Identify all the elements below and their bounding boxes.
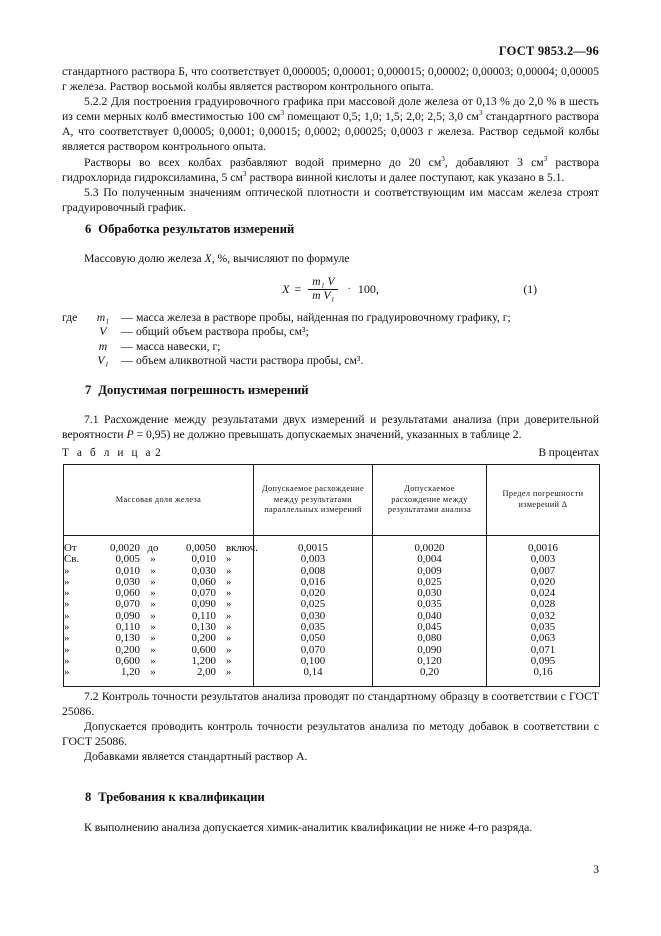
formula-fraction <box>308 276 338 303</box>
table-row <box>64 656 600 667</box>
cell-parallel-divergence: 0,050 <box>254 633 373 644</box>
cell-error-limit: 0,071 <box>487 645 600 656</box>
cell-analysis-divergence: 0,035 <box>373 599 487 610</box>
cell-parallel-divergence: 0,008 <box>254 566 373 577</box>
table-row <box>64 633 600 644</box>
range-part-r2: 1,20 <box>120 666 140 679</box>
range-part-r2: 0,200 <box>115 643 140 656</box>
table-row <box>64 622 600 633</box>
cell-mass-fraction-range <box>64 667 254 686</box>
paragraph-7-2-standard-solution: Добавками является стандартный раствор А. <box>84 750 308 764</box>
cell-analysis-divergence: 0,120 <box>373 656 487 667</box>
header-error-limit: Предел погрешности измерений Δ <box>487 465 600 536</box>
cell-error-limit: 0,007 <box>487 566 600 577</box>
range-part-r3: » <box>150 621 156 634</box>
range-part-r2: 0,010 <box>115 564 140 577</box>
range-part-r2: 0,005 <box>115 553 140 566</box>
range-part-r3: » <box>150 553 156 566</box>
legend-symbol: m₁ <box>96 311 110 324</box>
legend-row <box>62 340 599 354</box>
range-part-r2: 0,110 <box>115 621 140 634</box>
range-part-r1: » <box>64 598 70 611</box>
legend-row <box>62 354 599 368</box>
range-part-r4: 0,200 <box>191 632 216 645</box>
range-part-r4: 0,600 <box>191 643 216 656</box>
cell-error-limit: 0,16 <box>487 667 600 686</box>
cell-error-limit: 0,032 <box>487 611 600 622</box>
superscript-cubic: 3 <box>242 169 247 178</box>
range-part-r5: включ. <box>226 542 258 554</box>
paragraph-7-1: 7.1 Расхождение между результатами двух измерений и результатами анализа (при доверительной вероятности P = 0,95) не должно превышать допускаемых значений, указанных в таблице 2. <box>62 413 599 442</box>
intro-paragraph-block <box>62 64 599 215</box>
range-part-r4: 0,070 <box>191 587 216 600</box>
range-part-r1: » <box>64 632 70 645</box>
legend-symbol: V <box>99 325 107 339</box>
cell-error-limit: 0,028 <box>487 599 600 610</box>
range-part-r1: » <box>64 643 70 656</box>
range-part-r1: » <box>64 587 70 600</box>
legend-definition: объем аликвотной части раствора пробы, см³. <box>136 354 364 368</box>
range-expression <box>64 599 253 610</box>
range-part-r3: до <box>147 542 159 554</box>
cell-analysis-divergence: 0,090 <box>373 645 487 656</box>
cell-error-limit: 0,0016 <box>487 536 600 555</box>
table-body <box>64 536 600 687</box>
range-part-r1: » <box>64 666 70 679</box>
range-expression <box>64 588 253 599</box>
paragraph-7-2: 7.2 Контроль точности результатов анализа проводят по стандартному образцу в соответствии с ГОСТ 25086. <box>62 690 599 719</box>
formula-expression <box>282 276 379 303</box>
legend-lead: где <box>62 311 78 324</box>
range-part-r2: 0,0020 <box>110 542 140 554</box>
table-units-note: В процентах <box>538 447 599 459</box>
legend-symbol: V₁ <box>97 354 109 368</box>
section-title: Требования к квалификации <box>98 790 265 804</box>
range-part-r2: 0,600 <box>115 654 140 667</box>
section-number: 7 <box>85 383 92 397</box>
header-analysis-divergence: Допускаемое расхождение между результатами анализа <box>373 465 487 536</box>
legend-dash: — <box>121 325 133 339</box>
formula-equals: = <box>294 281 302 296</box>
range-part-r5: » <box>226 643 232 656</box>
formula-denominator: m V₁ <box>312 289 335 302</box>
table-row <box>64 645 600 656</box>
cell-mass-fraction-range <box>64 536 258 555</box>
range-part-r2: 0,030 <box>115 575 140 588</box>
legend-definition: масса железа в растворе пробы, найденная по градуировочному графику, г; <box>136 311 511 324</box>
range-part-r4: 0,110 <box>191 609 216 622</box>
range-part-r1: » <box>64 621 70 634</box>
table-header-row <box>64 465 600 536</box>
superscript-cubic: 3 <box>280 109 284 118</box>
cell-mass-fraction-range <box>64 566 254 577</box>
paragraph-7-1-block <box>62 412 599 442</box>
legend-symbol: m <box>98 339 108 353</box>
range-part-r4: 0,090 <box>191 598 216 611</box>
cell-analysis-divergence: 0,040 <box>373 611 487 622</box>
cell-parallel-divergence: 0,100 <box>254 656 373 667</box>
formula-legend <box>62 311 599 369</box>
range-part-r3: » <box>150 564 156 577</box>
range-part-r3: » <box>150 654 156 667</box>
range-part-r5: » <box>226 587 232 600</box>
table-row <box>64 536 600 555</box>
range-part-r2: 0,130 <box>115 632 140 645</box>
cell-analysis-divergence: 0,009 <box>373 566 487 577</box>
table-row <box>64 667 600 686</box>
range-expression <box>64 633 253 644</box>
range-part-r3: » <box>150 575 156 588</box>
formula-intro-block <box>62 251 599 266</box>
paragraph-5-2-2: 5.2.2 Для построения градуировочного графика при массовой доле железа от 0,13 % до 2,0 % в шесть из семи мерных колб вместимостью 100 $см^3$ помещают 0,5; 1,0; 1,5; 2,0; 2,5; 3,0 $см^3$ стандартного раствора А, что соответствует 0,00005; 0,0001; 0,00015; 0,0002; 0,00025; 0,0003 г железа. Раствор седьмой колбы является раствором контрольного опыта. <box>62 95 599 154</box>
range-part-r5: » <box>226 666 232 679</box>
header-mass-fraction: Массовая доля железа <box>64 465 254 536</box>
range-part-r1: » <box>64 654 70 667</box>
range-part-r1: » <box>64 564 70 577</box>
page-number: 3 <box>593 863 599 876</box>
paragraph-8-1: К выполнению анализа допускается химик-аналитик квалификации не ниже 4-го разряда. <box>84 821 533 834</box>
cell-error-limit: 0,024 <box>487 588 600 599</box>
legend-dash: — <box>121 354 133 368</box>
section-title: Обработка результатов измерений <box>98 222 295 236</box>
cell-error-limit: 0,063 <box>487 633 600 644</box>
range-part-r3: » <box>150 632 156 645</box>
range-part-r4: 0,010 <box>191 553 216 566</box>
cell-analysis-divergence: 0,20 <box>373 667 487 686</box>
variable-x: X <box>204 252 212 265</box>
range-expression <box>64 611 253 622</box>
section-number: 8 <box>85 790 92 804</box>
range-part-r1: » <box>64 609 70 622</box>
range-part-r4: 0,030 <box>191 564 216 577</box>
cell-mass-fraction-range <box>64 633 254 644</box>
range-expression <box>64 622 253 633</box>
range-part-r4: 1,200 <box>191 654 216 667</box>
range-part-r2: 0,070 <box>115 598 140 611</box>
section-number: 6 <box>85 222 92 236</box>
range-part-r3: » <box>150 666 156 679</box>
range-part-r4: 0,130 <box>191 621 216 634</box>
range-part-r5: » <box>226 598 232 611</box>
cell-analysis-divergence: 0,0020 <box>373 536 487 555</box>
section-heading-8 <box>85 790 265 805</box>
table-row <box>64 599 600 610</box>
range-part-r5: » <box>226 654 232 667</box>
cell-mass-fraction-range <box>64 611 254 622</box>
cell-parallel-divergence: 0,016 <box>254 577 373 588</box>
range-part-r1: » <box>64 575 70 588</box>
cell-mass-fraction-range <box>64 599 254 610</box>
range-part-r3: » <box>150 598 156 611</box>
range-expression <box>64 667 253 678</box>
paragraph-formula-intro: Массовую долю железа X, %, вычисляют по формуле <box>84 252 350 265</box>
superscript-cubic: 3 <box>478 109 483 118</box>
paragraph-8-block <box>62 820 599 835</box>
table-row <box>64 588 600 599</box>
cell-parallel-divergence: 0,020 <box>254 588 373 599</box>
cell-error-limit: 0,003 <box>487 554 600 565</box>
section-heading-6 <box>85 222 294 237</box>
tolerance-table <box>63 464 600 687</box>
range-part-r5: » <box>226 621 232 634</box>
cell-mass-fraction-range <box>64 622 254 633</box>
range-part-r2: 0,060 <box>115 587 140 600</box>
formula-row <box>62 272 599 306</box>
section-heading-7 <box>85 383 309 398</box>
standard-designation-header: ГОСТ 9853.2—96 <box>498 44 599 58</box>
range-part-r5: » <box>226 632 232 645</box>
paragraph-7-2-block <box>62 689 599 764</box>
range-part-r1: От <box>64 542 77 554</box>
cell-parallel-divergence: 0,035 <box>254 622 373 633</box>
formula-numerator: m₁ V <box>312 275 335 288</box>
cell-mass-fraction-range <box>64 656 254 667</box>
range-expression <box>64 645 253 656</box>
range-part-r2: 0,090 <box>115 609 140 622</box>
superscript-cubic: 3 <box>441 154 445 163</box>
range-part-r5: » <box>226 609 232 622</box>
range-part-r4: 0,060 <box>191 575 216 588</box>
cell-parallel-divergence: 0,0015 <box>254 536 373 555</box>
cell-parallel-divergence: 0,025 <box>254 599 373 610</box>
paragraph-dilution: Растворы во всех колбах разбавляют водой примерно до 20 $см^3$, добавляют 3 $см^3$ раствора гидрохлорида гидроксиламина, 5 $см^3$ раствора винной кислоты и далее поступают, как указано в 5.1. <box>62 154 600 184</box>
formula-operator: · <box>347 283 351 295</box>
table-row <box>64 577 600 588</box>
range-part-r4: 0,0050 <box>186 542 216 554</box>
legend-definition: масса навески, г; <box>136 339 221 353</box>
range-part-r5: » <box>226 564 232 577</box>
formula-factor: 100, <box>357 281 379 296</box>
table-row <box>64 611 600 622</box>
cell-parallel-divergence: 0,070 <box>254 645 373 656</box>
cell-error-limit: 0,035 <box>487 622 600 633</box>
section-title: Допустимая погрешность измерений <box>98 383 309 397</box>
table-row <box>64 554 600 565</box>
cell-analysis-divergence: 0,045 <box>373 622 487 633</box>
formula-number: (1) <box>523 282 537 296</box>
range-part-r5: » <box>226 553 232 566</box>
cell-parallel-divergence: 0,003 <box>254 554 373 565</box>
table-number: 2 <box>155 447 161 459</box>
range-expression <box>64 566 253 577</box>
paragraph-5-3: 5.3 По полученным значениям оптической плотности и соответствующим им массам железа строят градуировочный график. <box>62 185 599 214</box>
variable-p: P <box>126 428 134 442</box>
range-part-r3: » <box>150 643 156 656</box>
range-expression <box>64 577 253 588</box>
paragraph-5-2-1-continuation: стандартного раствора Б, что соответствует 0,000005; 0,00001; 0,000015; 0,00002; 0,00003; 0,00004; 0,00005 г железа. Раствор восьмой колбы является раствором контрольного опыта. <box>62 65 599 94</box>
legend-row <box>62 325 599 339</box>
paragraph-7-2-additions: Допускается проводить контроль точности результатов анализа по методу добавок в соответствии с ГОСТ 25086. <box>62 720 599 749</box>
range-part-r4: 2,00 <box>196 666 216 679</box>
cell-mass-fraction-range <box>64 588 254 599</box>
cell-error-limit: 0,020 <box>487 577 600 588</box>
legend-definition: общий объем раствора пробы, см³; <box>136 325 309 339</box>
cell-analysis-divergence: 0,030 <box>373 588 487 599</box>
range-part-r3: » <box>150 609 156 622</box>
legend-dash: — <box>121 311 133 324</box>
superscript-cubic: 3 <box>543 154 548 163</box>
cell-parallel-divergence: 0,030 <box>254 611 373 622</box>
cell-analysis-divergence: 0,080 <box>373 633 487 644</box>
cell-analysis-divergence: 0,025 <box>373 577 487 588</box>
legend-row <box>62 311 599 325</box>
table-caption-label: Т а б л и ц а 2 <box>62 447 161 459</box>
formula-lhs: X <box>282 281 290 296</box>
range-part-r5: » <box>226 575 232 588</box>
cell-analysis-divergence: 0,004 <box>373 554 487 565</box>
header-parallel-divergence: Допускаемое расхождение между результатами параллельных измерений <box>254 465 373 536</box>
range-expression <box>64 656 253 667</box>
cell-mass-fraction-range <box>64 645 254 656</box>
table-row <box>64 566 600 577</box>
table-caption <box>62 447 599 459</box>
range-expression <box>64 554 253 565</box>
cell-parallel-divergence: 0,14 <box>254 667 373 686</box>
range-part-r1: Св. <box>64 553 80 566</box>
range-part-r3: » <box>150 587 156 600</box>
legend-dash: — <box>121 339 133 353</box>
range-expression <box>64 542 258 554</box>
cell-mass-fraction-range <box>64 577 254 588</box>
cell-mass-fraction-range <box>64 554 254 565</box>
cell-error-limit: 0,095 <box>487 656 600 667</box>
